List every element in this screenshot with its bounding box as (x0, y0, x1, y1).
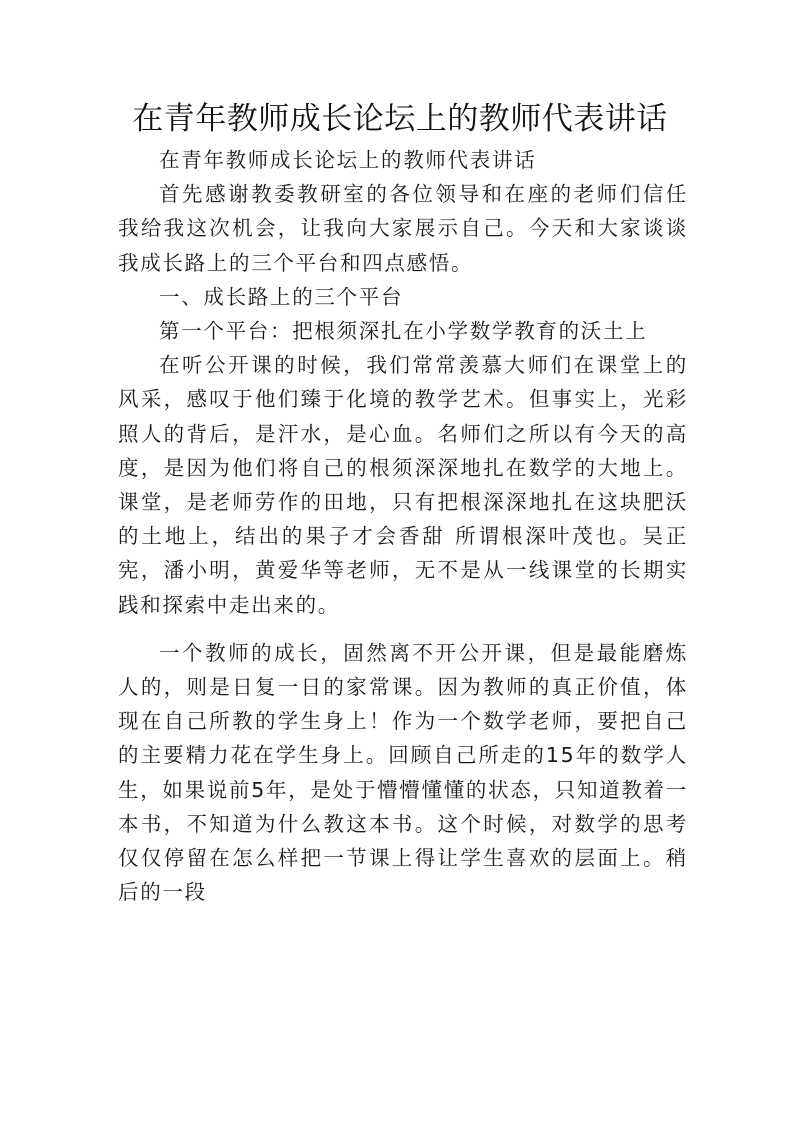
section-heading: 一、成长路上的三个平台 (159, 284, 404, 309)
intro-paragraph: 首先感谢教委教研室的各位领导和在座的老师们信任我给我这次机会，让我向大家展示自己。今天和大家谈谈我成长路上的三个平台和四点感悟。 (118, 182, 688, 275)
body-paragraph: 在听公开课的时候，我们常常羡慕大师们在课堂上的风采，感叹于他们臻于化境的教学艺术。但事实上，光彩照人的背后，是汗水，是心血。名师们之所以有今天的高度，是因为他们将自己的根须深深地扎在数学的大地上。课堂，是老师劳作的田地，只有把根深深地扎在这块肥沃的土地上，结出的果子才会香甜 所谓根深叶茂也。吴正宪，潘小明，黄爱华等老师，无不是从一线课堂的长期实践和探索中走出来的。 (118, 353, 688, 617)
subtitle-paragraph: 在青年教师成长论坛上的教师代表讲话 (159, 148, 537, 172)
document-title: 在青年教师成长论坛上的教师代表讲话 (132, 101, 668, 137)
document-body (118, 143, 688, 909)
platform-heading: 第一个平台：把根须深扎在小学数学教育的沃土上 (159, 319, 648, 344)
body-paragraph: 一个教师的成长，固然离不开公开课，但是最能磨炼人的，则是日复一日的家常课。因为教师的真正价值，体现在自己所教的学生身上！作为一个数学老师，要把自己的主要精力花在学生身上。回顾自己所走的15年的数学人生，如果说前5年，是处于懵懵懂懂的状态，只知道教着一本书，不知道为什么教这本书。这个时候，对数学的思考 仅仅停留在怎么样把一节课上得让学生喜欢的层面上。稍后的一段 (118, 640, 688, 905)
